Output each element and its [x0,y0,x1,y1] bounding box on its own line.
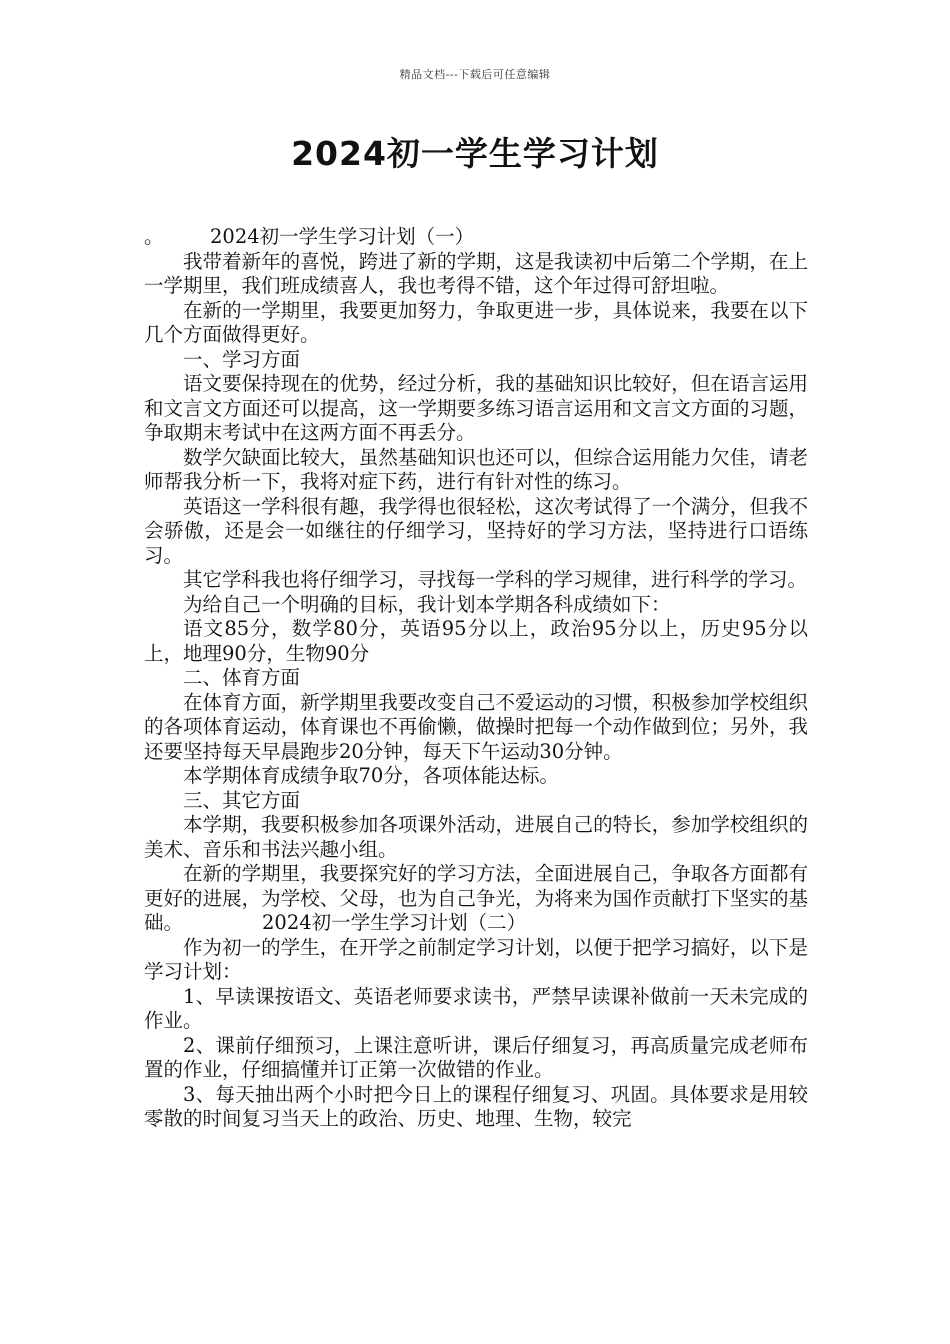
subheading-study: 一、学习方面 [183,347,301,371]
section-1-title: 2024初一学生学习计划（一） [210,225,475,248]
section-2-title: 2024初一学生学习计划（二） [262,911,527,934]
list-item: 1、早读课按语文、英语老师要求读书，严禁早读课补做前一天未完成的作业。 [144,984,808,1032]
paragraph: 作为初一的学生，在开学之前制定学习计划，以便于把学习搞好，以下是学习计划： [144,935,808,983]
paragraph: 语文要保持现在的优势，经过分析，我的基础知识比较好，但在语言运用和文言文方面还可以提高，这一学期要多练习语言运用和文言文方面的习题，争取期末考试中在这两方面不再丢分。 [144,372,808,444]
subheading-other: 三、其它方面 [183,788,301,812]
lead-mark: 。 [144,225,164,248]
header-note: 精品文档---下载后可任意编辑 [399,68,551,81]
subheading-sports: 二、体育方面 [183,666,301,689]
paragraph-text: 在新的学期里，我要探究好的学习方法，全面进展自己，争取各方面都有更好的进展，为学校、父母，也为自己争光，为将来为国作贡献打下坚实的基础。 [144,862,808,934]
paragraph: 数学欠缺面比较大，虽然基础知识也还可以，但综合运用能力欠佳，请老师帮我分析一下，我将对症下药，进行有针对性的练习。 [144,445,808,493]
paragraph: 本学期，我要积极参加各项课外活动，进展自己的特长，参加学校组织的美术、音乐和书法兴趣小组。 [144,813,808,861]
document-body [144,225,808,1132]
list-item: 2、课前仔细预习，上课注意听讲，课后仔细复习，再高质量完成老师布置的作业，仔细搞懂并订正第一次做错的作业。 [144,1033,808,1081]
paragraph: 英语这一学科很有趣，我学得也很轻松，这次考试得了一个满分，但我不会骄傲，还是会一如继往的仔细学习，坚持好的学习方法，坚持进行口语练习。 [144,494,808,567]
paragraph: 我带着新年的喜悦，跨进了新的学期，这是我读初中后第二个学期，在上一学期里，我们班成绩喜人，我也考得不错，这个年过得可舒坦啦。 [144,249,808,297]
paragraph: 其它学科我也将仔细学习，寻找每一学科的学习规律，进行科学的学习。 [183,568,808,591]
paragraph: 为给自己一个明确的目标，我计划本学期各科成绩如下： [183,592,671,616]
paragraph [144,862,808,936]
document-title: 2024初一学生学习计划 [291,134,659,173]
paragraph: 在体育方面，新学期里我要改变自己不爱运动的习惯，积极参加学校组织的各项体育运动，体育课也不再偷懒，做操时把每一个动作做到位；另外，我还要坚持每天早晨跑步20分钟，每天下午运动30分钟。 [144,690,808,763]
paragraph: 语文85分，数学80分，英语95分以上，政治95分以上，历史95分以上，地理90分，生物90分 [144,617,808,665]
list-item: 3、每天抽出两个小时把今日上的课程仔细复习、巩固。具体要求是用较零散的时间复习当天上的政治、历史、地理、生物，较完 [144,1082,808,1130]
paragraph: 本学期体育成绩争取70分，各项体能达标。 [183,764,559,787]
paragraph: 在新的一学期里，我要更加努力，争取更进一步，具体说来，我要在以下几个方面做得更好。 [144,298,808,346]
section-1-heading [144,225,808,250]
